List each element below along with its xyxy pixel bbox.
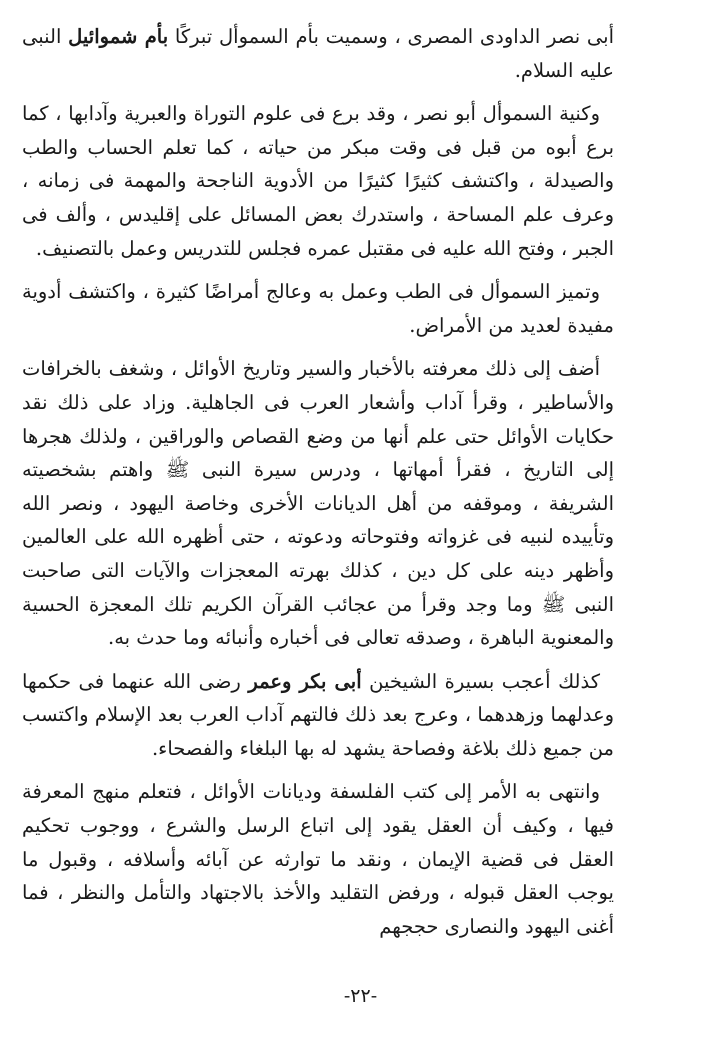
paragraph: وكنية السموأل أبو نصر ، وقد برع فى علوم التوراة والعبرية وآدابها ، كما برع أبوه من قبل فى وقت مبكر من حياته ، كما تعلم الحساب والطب والصيدلة ، واكتشف كثيرًا كثيرًا من الأدوية الناجحة والمهمة فى زمانه ، وعرف علم المساحة ، واستدرك بعض المسائل على إقليدس ، وألف فى الجبر ، وفتح الله عليه فى مقتبل عمره فجلس للتدريس وعمل بالتصنيف.	[22, 102, 614, 260]
body-text	[22, 20, 614, 953]
paragraph: أبى نصر الداودى المصرى ، وسميت بأم السموأل تبركًا بأم شموائيل النبى عليه السلام.	[22, 25, 614, 82]
paragraph: أضف إلى ذلك معرفته بالأخبار والسير وتاريخ الأوائل ، وشغف بالخرافات والأساطير ، وقرأ آداب وأشعار العرب فى الجاهلية. وزاد على ذلك نقد حكايات الأوائل حتى علم أنها من وضع القصاص والوراقين ، ولذلك هجرها إلى التاريخ ، فقرأ أمهاتها ، ودرس سيرة النبى ﷺ واهتم بشخصيته الشريفة ، وموقفه من أهل الديانات الأخرى وخاصة اليهود ، ونصر الله وتأييده لنبيه فى غزواته وفتوحاته ودعوته ، حتى أظهره الله على العالمين وأظهر دينه على كل دين ، كذلك بهرته المعجزات والآيات التى صاحبت النبى ﷺ وما وجد وقرأ من عجائب القرآن الكريم تلك المعجزة الحسية والمعنوية الباهرة ، وصدقه تعالى فى أخباره وأنبائه وما حدث به.	[22, 357, 614, 650]
page-number: -٢٢-	[343, 985, 378, 1007]
paragraph: وانتهى به الأمر إلى كتب الفلسفة وديانات الأوائل ، فتعلم منهج المعرفة فيها ، وكيف أن العقل يقود إلى اتباع الرسل والشرع ، ووجوب تحكيم العقل فى قضية الإيمان ، ونقد ما توارثه عن آبائه وأسلافه ، وقبول ما يوجب العقل قبوله ، ورفض التقليد والأخذ بالاجتهاد والتأمل والنظر ، فما أغنى اليهود والنصارى حججهم	[22, 780, 614, 938]
bold-name: بأم شموائيل	[68, 25, 169, 48]
paragraph: وتميز السموأل فى الطب وعمل به وعالج أمراضًا كثيرة ، واكتشف أدوية مفيدة لعديد من الأمراض.	[22, 280, 614, 337]
paragraph: كذلك أعجب بسيرة الشيخين أبى بكر وعمر رضى الله عنهما فى حكمها وعدلهما وزهدهما ، وعرج بعد ذلك فالتهم آداب العرب بعد الإسلام واكتسب من جميع ذلك بلاغة وفصاحة يشهد له بها البلغاء والفصحاء.	[22, 669, 614, 760]
bold-name: أبى بكر وعمر	[248, 669, 362, 693]
